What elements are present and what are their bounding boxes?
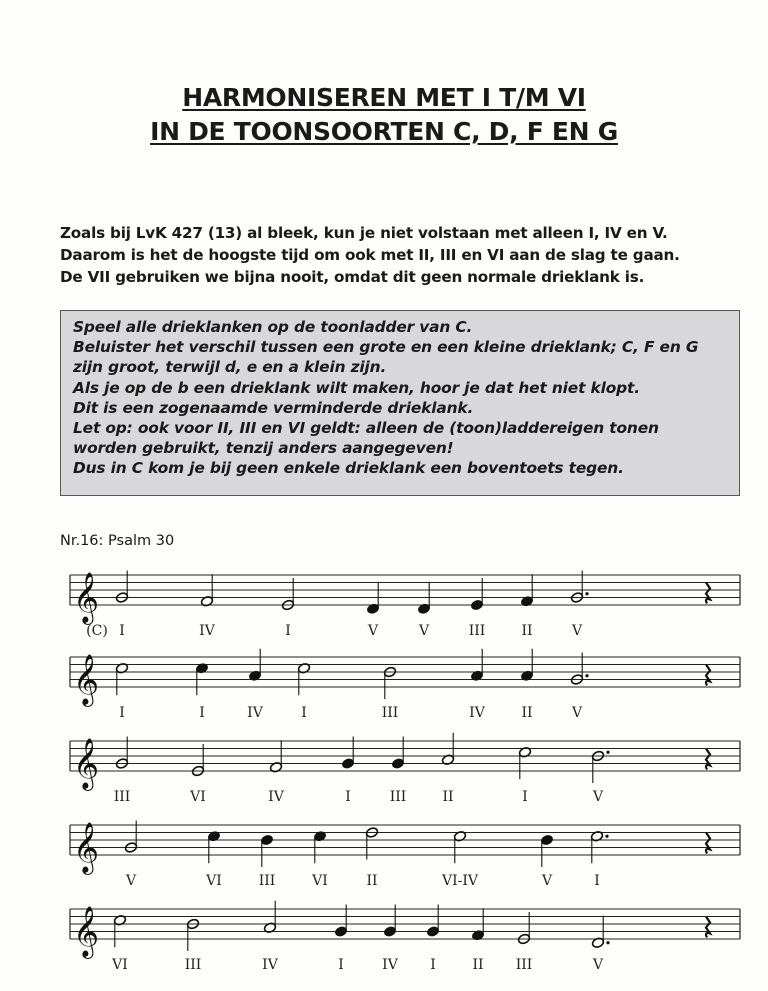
chord-label: VI xyxy=(190,789,206,805)
chord-label: III xyxy=(515,957,533,973)
chord-label: III xyxy=(389,789,407,805)
chord-label: II xyxy=(366,873,378,889)
quarter-rest-icon xyxy=(706,833,710,854)
instruction-line: Speel alle drieklanken op de toonladder van C. xyxy=(73,318,473,336)
chord-label: V xyxy=(592,789,604,805)
instruction-line: worden gebruikt, tenzij anders aangegeven! xyxy=(73,439,454,458)
intro-line: De VII gebruiken we bijna nooit, omdat dit geen normale drieklank is. xyxy=(60,268,645,286)
chord-label: III xyxy=(113,789,131,805)
chord-label: IV xyxy=(382,957,398,973)
chord-label: I xyxy=(301,705,307,721)
chord-label: VI xyxy=(206,873,222,889)
chord-label: I xyxy=(522,789,528,805)
chord-label: VI-IV xyxy=(441,873,479,889)
page-subtitle: IN DE TOONSOORTEN C, D, F EN G xyxy=(150,117,618,146)
chord-label: I xyxy=(345,789,351,805)
chord-label: III xyxy=(381,705,399,721)
key-label: (C) xyxy=(86,623,108,639)
quarter-rest-icon xyxy=(706,749,710,770)
instruction-line: zijn groot, terwijl d, e en a klein zijn. xyxy=(73,358,387,377)
dot xyxy=(606,941,609,944)
treble-clef-icon: 𝄞 xyxy=(73,654,100,705)
chord-label: VI xyxy=(312,873,328,889)
chord-label: II xyxy=(472,957,484,973)
chord-label: II xyxy=(442,789,454,805)
chord-label: V xyxy=(367,623,379,639)
chord-label: I xyxy=(119,623,125,639)
chord-label: V xyxy=(125,873,137,889)
chord-label: I xyxy=(199,705,205,721)
chord-label: IV xyxy=(247,705,263,721)
quarter-rest-icon xyxy=(706,917,710,938)
intro-line: Daarom is het de hoogste tijd om ook met II, III en VI aan de slag te gaan. xyxy=(60,246,680,264)
page-title: HARMONISEREN MET I T/M VI xyxy=(182,83,586,112)
treble-clef-icon: 𝄞 xyxy=(73,572,100,623)
chord-label: V xyxy=(418,623,430,639)
instruction-line: Dit is een zogenaamde verminderde drieklank. xyxy=(73,398,474,417)
chord-label: II xyxy=(521,705,533,721)
chord-label: V xyxy=(571,623,583,639)
chord-label: I xyxy=(594,873,600,889)
treble-clef-icon: 𝄞 xyxy=(73,738,100,789)
chord-label: I xyxy=(338,957,344,973)
chord-label: II xyxy=(521,623,533,639)
chord-label: I xyxy=(430,957,436,973)
chord-label: I xyxy=(285,623,291,639)
chord-label: VI xyxy=(112,957,128,973)
instruction-line: Let op: ook voor II, III en VI geldt: alleen de (toon)laddereigen tonen xyxy=(73,419,659,438)
instruction-line: Dus in C kom je bij geen enkele drieklank een boventoets tegen. xyxy=(73,459,624,478)
quarter-rest-icon xyxy=(706,665,710,686)
quarter-rest-icon xyxy=(706,583,710,604)
dot xyxy=(585,592,588,595)
chord-label: V xyxy=(592,957,604,973)
instruction-line: Beluister het verschil tussen een grote en een kleine drieklank; C, F en G xyxy=(73,338,699,357)
dot xyxy=(585,674,588,677)
dot xyxy=(606,751,609,754)
treble-clef-icon: 𝄞 xyxy=(73,906,100,957)
chord-label: IV xyxy=(268,789,284,805)
intro-line: Zoals bij LvK 427 (13) al bleek, kun je niet volstaan met alleen I, IV en V. xyxy=(60,224,668,242)
treble-clef-icon: 𝄞 xyxy=(73,822,100,873)
chord-label: V xyxy=(571,705,583,721)
chord-label: I xyxy=(119,705,125,721)
instruction-line: Als je op de b een drieklank wilt maken, hoor je dat het niet klopt. xyxy=(73,378,640,397)
chord-label: III xyxy=(468,623,486,639)
chord-label: IV xyxy=(469,705,485,721)
chord-label: V xyxy=(541,873,553,889)
chord-label: IV xyxy=(262,957,278,973)
dot xyxy=(605,835,608,838)
piece-title: Nr.16: Psalm 30 xyxy=(60,533,175,549)
chord-label: III xyxy=(184,957,202,973)
chord-label: III xyxy=(258,873,276,889)
chord-label: IV xyxy=(199,623,215,639)
